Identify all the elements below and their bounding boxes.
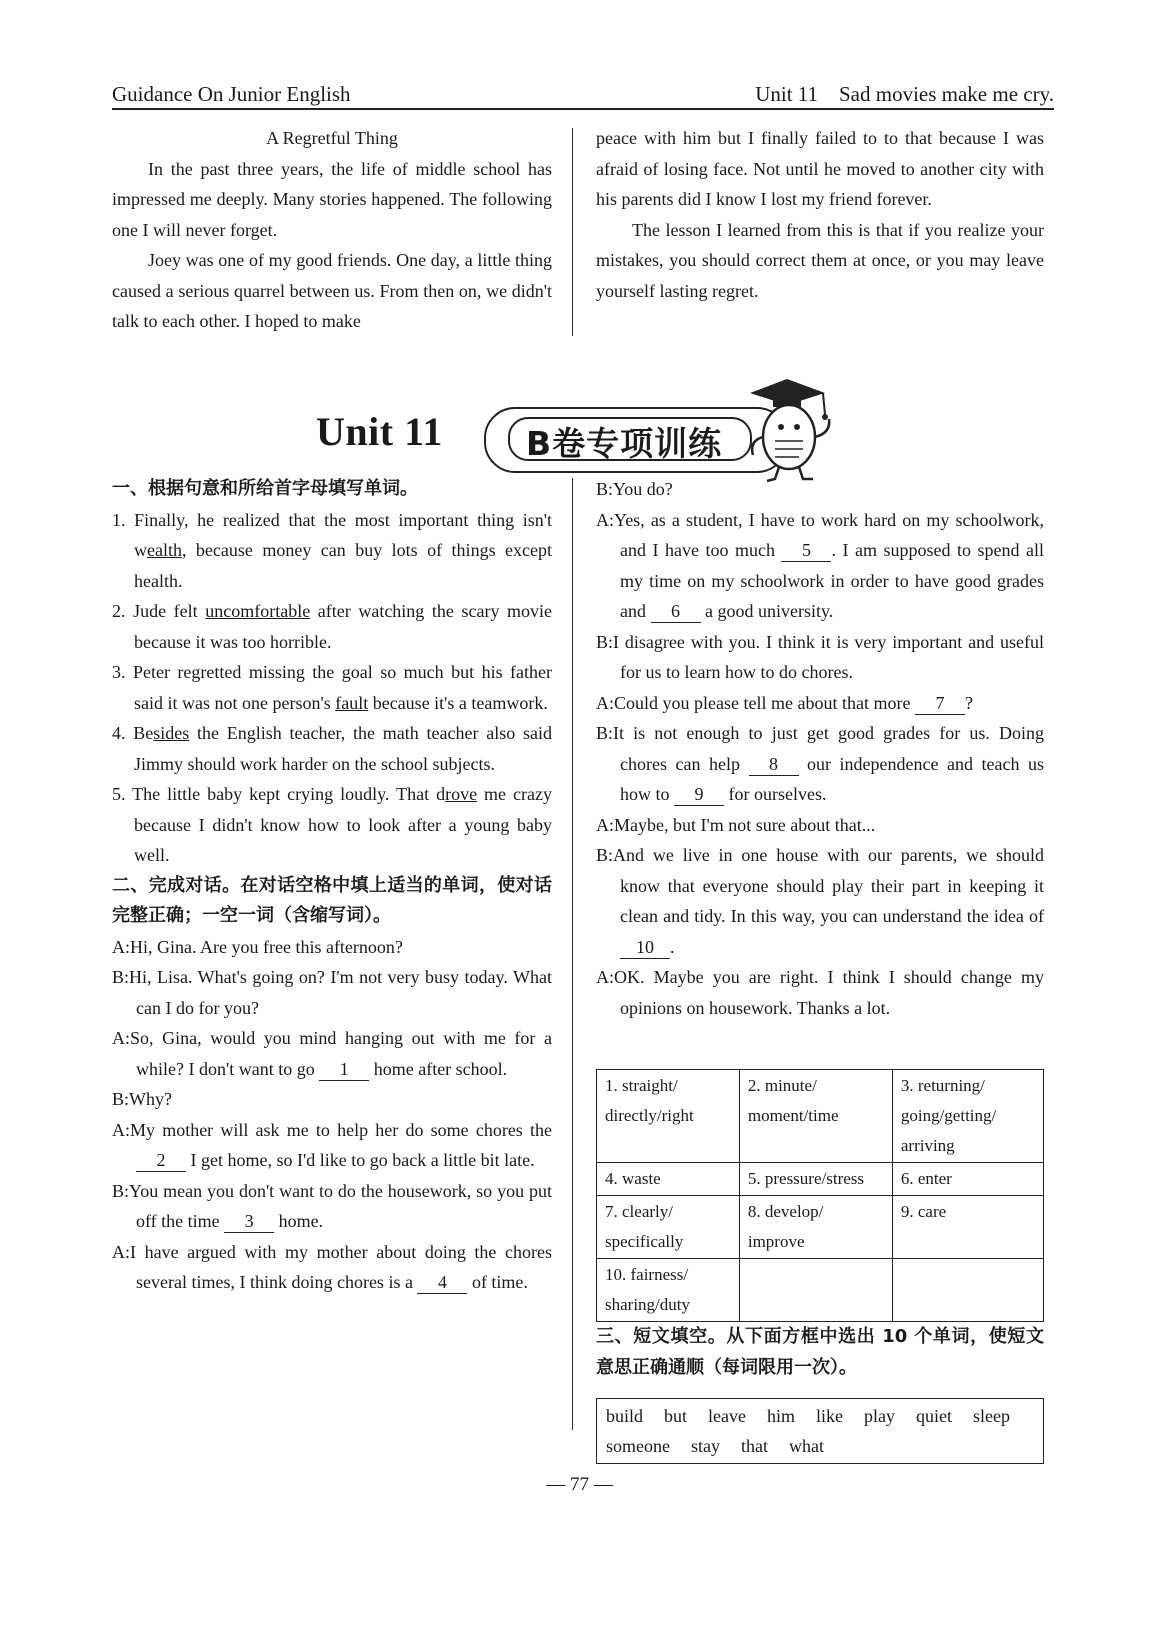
dialog-text: our independence and teach us how to — [620, 753, 1044, 804]
essay-paragraph: Joey was one of my good friends. One day, a little thing caused a serious quarrel between us. From then on, we didn't talk to each other. I hoped to make — [112, 250, 552, 331]
word-bank-word: him — [767, 1406, 796, 1426]
column-divider — [572, 128, 573, 336]
dialog-text: home. — [274, 1211, 324, 1231]
dialog-text: Why? — [129, 1089, 172, 1109]
banner-label: B卷专项训练 — [526, 424, 723, 463]
book-title: Guidance On Junior English — [112, 82, 351, 106]
section2-heading: 二、完成对话。在对话空格中填上适当的单词，使对话完整正确；一空一词（含缩写词）。 — [112, 874, 552, 926]
page-number: — 77 — — [546, 1474, 613, 1495]
section1-item — [112, 657, 552, 718]
answer-row — [597, 1259, 1044, 1322]
item-text: The little baby kept crying loudly. That d — [132, 784, 446, 804]
dialog-text: . — [670, 936, 675, 957]
dialog-text: Could you please tell me about that more — [614, 692, 915, 713]
graduate-mascot-icon — [745, 375, 835, 485]
dialog-blank: 1 — [319, 1058, 369, 1081]
section1-list — [112, 505, 552, 871]
dialog-text: So, Gina, would you mind hanging out with me for a while? I don't want to go — [130, 1028, 552, 1079]
answer-cell: 9. care — [892, 1196, 1043, 1259]
dialog-speaker: B: — [112, 967, 130, 987]
item-number: 1. — [112, 509, 126, 530]
word-bank-word: sleep — [973, 1406, 1010, 1426]
answer-cell: 4. waste — [597, 1163, 740, 1196]
dialog-speaker: A: — [112, 1119, 130, 1140]
dialog-text: Yes, as a student, I have to work hard on my schoolwork, and I have too much — [614, 509, 1044, 560]
exercise-right-column — [596, 474, 1044, 1023]
word-bank-word: that — [740, 1436, 768, 1456]
answer-cell: 2. minute/ moment/time — [739, 1070, 892, 1163]
essay-left-column — [112, 123, 552, 337]
dialog-speaker: A: — [596, 814, 614, 835]
dialog-blank: 10 — [620, 936, 670, 959]
item-text: me crazy because I didn't know how to look after a young baby well. — [134, 784, 553, 865]
dialog-text: And we live in one house with our parents, we should know that everyone should play their part in keeping it clean and tidy. In this way, you can understand the idea of — [613, 845, 1044, 926]
essay-paragraph: In the past three years, the life of middle school has impressed me deeply. Many stories happened. The following one I will never forget. — [112, 158, 552, 240]
dialog-text: OK. Maybe you are right. I think I should change my opinions on housework. Thanks a lot. — [614, 967, 1044, 1018]
item-number: 2. — [112, 601, 126, 621]
word-bank-word: like — [816, 1406, 844, 1426]
essay-paragraph: peace with him but I finally failed to to that because I was afraid of losing face. Not until he moved to another city with his parents did I know I lost my friend forever. — [596, 128, 1044, 209]
section1-item — [112, 718, 552, 779]
word-bank-word: but — [664, 1406, 688, 1426]
dialog-blank: 3 — [224, 1210, 274, 1233]
dialog-blank: 2 — [136, 1149, 186, 1172]
word-bank-word: what — [788, 1436, 824, 1456]
dialog-speaker: A: — [112, 1241, 130, 1262]
dialog-speaker: B: — [112, 1089, 130, 1109]
answer-row — [597, 1070, 1044, 1163]
dialog-line — [112, 1237, 552, 1298]
section3-block — [596, 1322, 1044, 1383]
answer-row — [597, 1196, 1044, 1259]
dialog-text: I get home, so I'd like to go back a little bit late. — [186, 1150, 535, 1170]
answer-cell: 1. straight/ directly/right — [597, 1070, 740, 1163]
answer-cell: 10. fairness/ sharing/duty — [597, 1259, 740, 1322]
running-header — [112, 80, 1054, 110]
dialog-speaker: B: — [596, 845, 614, 865]
dialog-line — [596, 718, 1044, 810]
dialog-text: a good university. — [700, 601, 834, 621]
dialog-text: Hi, Gina. Are you free this afternoon? — [130, 936, 403, 957]
dialog-line — [112, 1023, 552, 1084]
dialog-text: ? — [964, 692, 973, 713]
dialog-line — [596, 962, 1044, 1023]
essay-paragraph: The lesson I learned from this is that if you realize your mistakes, you should correct them at once, or you may leave yourself lasting regret. — [596, 219, 1044, 301]
answer-key-table — [596, 1069, 1044, 1322]
dialog-text: You do? — [613, 479, 673, 499]
item-text: , because money can buy lots of things except health. — [134, 540, 552, 591]
item-number: 3. — [112, 662, 126, 682]
dialog-line — [112, 962, 552, 1023]
dialog-line — [112, 1176, 552, 1237]
dialog-speaker: A: — [596, 967, 614, 987]
dialog-line — [596, 505, 1044, 627]
section3-heading: 三、短文填空。从下面方框中选出 10 个单词，使短文意思正确通顺（每词限用一次）。 — [596, 1326, 1044, 1378]
dialog-speaker: A: — [596, 692, 614, 713]
dialog-blank: 4 — [417, 1271, 467, 1294]
section1-item — [112, 505, 552, 597]
dialog-line — [596, 474, 1044, 505]
answer-cell: 8. develop/ improve — [739, 1196, 892, 1259]
dialog-text: I have argued with my mother about doing the chores several times, I think doing chores is a — [130, 1241, 552, 1292]
dialog-speaker: B: — [596, 479, 614, 499]
dialog-speaker: A: — [596, 509, 614, 530]
exercise-left-column — [112, 474, 552, 1298]
item-text: Jude felt — [133, 601, 206, 621]
dialog-left — [112, 932, 552, 1298]
item-answer: ealth — [147, 540, 182, 560]
dialog-text: Hi, Lisa. What's going on? I'm not very busy today. What can I do for you? — [129, 967, 552, 1018]
answer-cell: 7. clearly/ specifically — [597, 1196, 740, 1259]
answer-cell: 5. pressure/stress — [739, 1163, 892, 1196]
word-bank-box — [596, 1398, 1044, 1464]
dialog-line — [112, 1084, 552, 1115]
answer-row — [597, 1163, 1044, 1196]
answer-cell — [892, 1259, 1043, 1322]
word-bank-word: leave — [708, 1406, 746, 1426]
item-answer: uncomfortable — [205, 601, 311, 621]
item-answer: rove — [445, 784, 478, 804]
dialog-line — [112, 932, 552, 963]
essay-title: A Regretful Thing — [266, 128, 398, 148]
dialog-text: I disagree with you. I think it is very important and useful for us to learn how to do chores. — [613, 631, 1044, 682]
item-number: 5. — [112, 784, 126, 804]
item-answer: fault — [335, 692, 369, 713]
dialog-text: You mean you don't want to do the housework, so you put off the time — [129, 1180, 552, 1231]
word-bank-word: build — [606, 1406, 644, 1426]
section1-item — [112, 596, 552, 657]
dialog-line — [112, 1115, 552, 1176]
dialog-line — [596, 627, 1044, 688]
word-bank-word: play — [864, 1406, 896, 1426]
item-number: 4. — [112, 723, 126, 743]
section1-item — [112, 779, 552, 871]
dialog-speaker: B: — [596, 723, 614, 743]
dialog-blank: 7 — [915, 692, 965, 715]
unit-subtitle: Unit 11 Sad movies make me cry. — [755, 82, 1054, 106]
answer-cell: 3. returning/ going/getting/ arriving — [892, 1070, 1043, 1163]
word-bank-word: someone — [606, 1436, 670, 1456]
dialog-text: for ourselves. — [724, 784, 827, 804]
dialog-text: My mother will ask me to help her do some chores the — [130, 1119, 552, 1140]
answer-cell: 6. enter — [892, 1163, 1043, 1196]
essay-right-column — [596, 123, 1044, 306]
dialog-text: It is not enough to just get good grades for us. Doing chores can help — [613, 723, 1044, 774]
dialog-text: home after school. — [369, 1058, 508, 1079]
item-text: the English teacher, the math teacher also said Jimmy should work harder on the school subjects. — [134, 723, 552, 774]
dialog-speaker: A: — [112, 936, 130, 957]
dialog-text: of time. — [467, 1272, 528, 1292]
answer-cell — [739, 1259, 892, 1322]
item-answer: sides — [153, 723, 190, 743]
unit-title: Unit 11 — [316, 409, 443, 454]
dialog-line — [596, 810, 1044, 841]
dialog-speaker: B: — [596, 631, 614, 652]
dialog-text: . I am supposed to spend all my time on my schoolwork in order to have good grades and — [620, 540, 1044, 621]
item-text: Be — [133, 723, 154, 743]
dialog-line — [596, 840, 1044, 962]
dialog-blank: 8 — [749, 753, 799, 776]
item-text: because it's a teamwork. — [368, 692, 548, 713]
dialog-speaker: B: — [112, 1180, 130, 1201]
section-banner — [484, 407, 788, 473]
word-bank-word: quiet — [916, 1406, 953, 1426]
dialog-right — [596, 474, 1044, 1023]
dialog-blank: 6 — [651, 600, 701, 623]
dialog-line — [596, 688, 1044, 719]
word-bank-word: stay — [690, 1436, 720, 1456]
dialog-speaker: A: — [112, 1028, 130, 1048]
dialog-text: Maybe, but I'm not sure about that... — [614, 814, 876, 835]
item-text: Peter regretted missing the goal so much but his father said it was not one person's — [132, 662, 553, 713]
item-text: Finally, he realized that the most important thing isn't w — [134, 509, 552, 560]
item-text: after watching the scary movie because it was too horrible. — [134, 601, 553, 652]
column-divider — [572, 478, 573, 1430]
section1-heading: 一、根据句意和所给首字母填写单词。 — [112, 478, 418, 499]
header-rule — [112, 108, 1054, 110]
dialog-blank: 9 — [674, 783, 724, 806]
dialog-blank: 5 — [781, 539, 831, 562]
